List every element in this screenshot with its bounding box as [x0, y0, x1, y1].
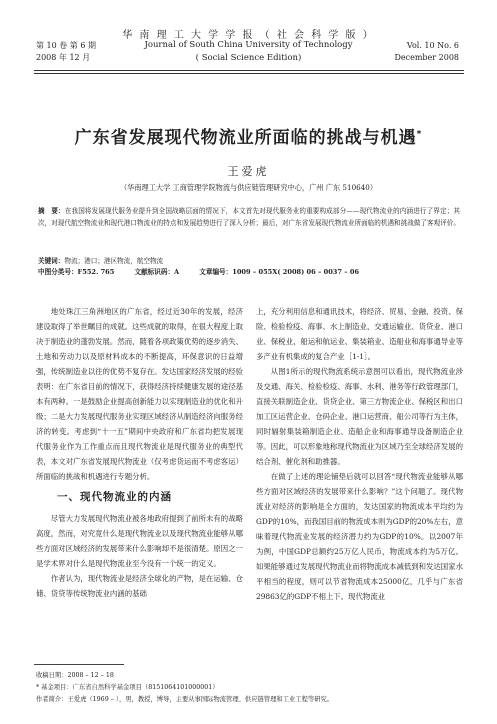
classification-line	[38, 267, 460, 278]
abstract-label: 摘 要：	[38, 207, 65, 215]
date-cn: 2008 年 12 月	[36, 53, 91, 62]
author-name: 王爱虎	[227, 165, 270, 178]
body-paragraph: 从图1所示的现代物流系统示意图可以看出，现代物流业涉及交通、海关、检验检疫、海事、水利、港务等行政管理部门，直接关联制造企业、货贷企业、第三方物流企业、保税区和出口加工区运营企业、仓码企业、港口运营商、船公司等行为主体，同时辐射集装箱制造企业、造船企业和海事通导设备制造企业等。因此，可以形象地称现代物流业为区域乃至全球经济发展的结合剂、催化剂和助推器。	[256, 367, 463, 466]
intro-paragraph: 地处珠江三角洲地区的广东省，经过近30年的发展，经济建设取得了举世瞩目的成就。这些成就的取得，在很大程度上取决于制造业的蓬勃发展。然而，随着各项政策优势的逐步消失、土地和劳动力以及原材料成本的不断提高，环保意识的日益增强，传统制造业以往的优势不复存在。发达国家经济发展的经验表明：在广东省目前的情况下，获得经济持续健康发展的途径基本有两种。一是鼓励企业提高创新能力以实现制造业的优化和升级；二是大力发展现代服务业实现区域经济从制造经济向服务经济的转变。考虑到“十一五”期间中央政府和广东省均把发展现代服务业作为工作重点而且现代物流业是现代服务业的典型代表，本文对广东省发展现代物流业（仅考虑货运而不考虑客运）所面临的挑战和机遇进行专题分析。	[36, 307, 243, 481]
header-rule-top	[34, 70, 464, 71]
received-date: 收稿日期：2008 – 12 – 18	[36, 672, 114, 679]
fund-note: * 基金项目：广东省自然科学基金项目（8151064101000001）	[36, 684, 219, 691]
body-paragraph: 尽管大力发展现代物流业被各地政府提到了前所未有的战略高度，然而，对究竟什么是现代物流业以及现代物流业能够从哪些方面对区域经济的发展带来什么影响却不是很清楚。原因之一是学术界对什么是现代物流业至今没有一个统一的定义。	[36, 514, 243, 568]
journal-edition: ( Social Science Edition)	[195, 53, 302, 63]
body-paragraph: 作者认为，现代物流业是经济全球化的产物，是在运输、仓储、货贷等传统物流业内涵的基础	[36, 574, 243, 598]
abstract-text: 在我国将发展现代服务业提升到全国战略层面的情况下，本文首先对现代服务业的重要构成部分——现代物流业的内涵进行了界定；其次，对现代航空物流业和现代港口物流业的特点和发展趋势进行了深入分析；最后，对广东省发展现代物流业所面临的机遇和挑战做了客观评价。	[38, 207, 461, 227]
author-affiliation: （华南理工大学 工商管理学院物流与供应链管理研究中心，广州 广东 510640）	[119, 183, 378, 192]
body-paragraph: 上，充分利用信息和通讯技术，将经济、贸易、金融、投资、保险、检验检疫、海事、水上制造业、交通运输业、货贷业、港口业、保税业、船运和航运业、集装箱业、造船业和海事通导业等多产业有机集成的复合产业［1-1］。	[256, 307, 463, 361]
document-code: 文献标识码：A	[134, 268, 180, 276]
article-title	[0, 123, 497, 148]
volume-cn: 第 10 卷 第 6 期	[36, 41, 96, 50]
date-en: December 2008	[394, 53, 459, 62]
article-meta	[38, 256, 460, 278]
section-heading: 一、现代物流业的内涵	[57, 491, 172, 503]
title-footnote-mark: *	[416, 129, 423, 140]
volume-info-en	[394, 40, 459, 64]
journal-title-en: Journal of South China University of Technology	[144, 40, 353, 50]
article-number: 文章编号：1009 – 055X( 2008) 06 – 0037 – 06	[199, 268, 360, 276]
header-rule-bottom	[34, 73, 464, 74]
footnotes	[36, 670, 466, 706]
title-text: 广东省发展现代物流业所面临的挑战与机遇	[74, 128, 417, 148]
volume-info-cn	[36, 40, 96, 64]
right-column	[256, 304, 463, 604]
journal-title-cn: 华 南 理 工 大 学 学 报 （ 社 会 科 学 版 ）	[122, 30, 375, 41]
left-column	[36, 304, 243, 601]
keywords-line	[38, 256, 460, 267]
keywords-label: 关键词：	[38, 257, 65, 265]
abstract	[38, 206, 460, 229]
clc-code: 中图分类号：F552. 765	[38, 268, 115, 276]
keywords-text: 物流；港口；港区物流，航空物流	[64, 257, 164, 265]
body-paragraph: 在做了上述的理论铺垫后就可以回答“现代物流业能够从哪些方面对区域经济的发展带来什么影响？”这个问题了。现代物流业对经济的影响是全方面的，发达国家的物流成本平均约为GDP的10%，而我国目前的物流成本则为GDP的20%左右，意味着现代物流业发展的经济潜力约为GDP的10%。以2007年为例，中国GDP总额约25万亿人民币，物流成本约为5万亿。如果能够通过发展现代物流业而将物流成本减低到和发达国家水平相当的程度，则可以节省物流成本25000亿，几乎与广东省29863亿的GDP不相上下。现代物流业	[256, 472, 463, 601]
author-bio: 作者简介：王爱虎（1969 – ），男，教授，博导，主要从事国际物流管理、供应链管理和工业工程等研究。	[36, 696, 334, 703]
footnote-rule	[34, 664, 124, 665]
volume-en: Vol. 10 No. 6	[406, 41, 459, 50]
